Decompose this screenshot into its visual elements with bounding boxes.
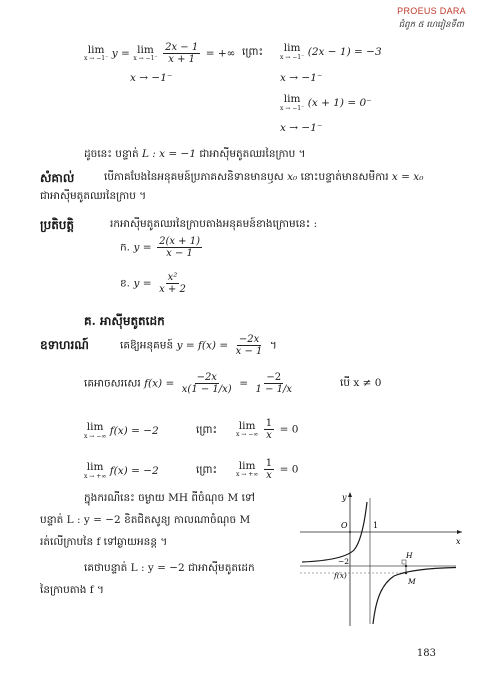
label-minus-two: −2 <box>338 557 350 566</box>
limit-result: = +∞ <box>205 47 236 60</box>
label-y: y <box>342 493 347 502</box>
limit-reciprocal-1: lim x → −∞ $\frac{1}{x}$ = 0 <box>236 418 299 441</box>
example-title: ឧទាហរណ៍ <box>40 338 89 352</box>
page-number: 183 <box>416 648 436 659</box>
point-h <box>405 565 407 567</box>
label-one: 1 <box>373 521 379 530</box>
exercise-a: ក. y = $\frac{2(x + 1)}{x - 1}$ <box>120 236 200 259</box>
limit-3: lim x → −1⁻ (x + 1) = 0⁻ <box>280 93 372 112</box>
origin-point <box>349 531 351 533</box>
label-fx: f(x) <box>334 571 347 580</box>
fraction: $\frac{2x - 1}{x + 1}$ <box>165 42 199 65</box>
exercise-text: រកអាស៊ីមតូតឈរនៃក្រាបតាងអនុគមន៍ខាងក្រោមនេះ : <box>110 218 318 230</box>
because-label-3: ព្រោះ <box>196 464 218 476</box>
label-m: M <box>408 577 416 586</box>
curve-right-branch <box>373 568 456 625</box>
example-function: គេឱ្យអនុគមន៍ y = f(x) = $\frac{-2x}{x - 1}$ ។ <box>120 334 277 357</box>
explain-line-1: ក្នុងករណីនេះ ចម្ងាយ MH ពីចំណុច M ទៅ <box>84 492 255 504</box>
lim-operator: lim x → −1⁻ <box>84 43 109 63</box>
limit-plus-inf: lim x → +∞ f(x) = −2 <box>84 461 159 480</box>
y-equals: y = <box>111 47 130 60</box>
chapter-header: ជំពូក ៥ ហេរៀនទីពា <box>398 20 464 30</box>
label-h: H <box>406 551 413 560</box>
limit-equation-1 <box>84 42 235 65</box>
section-title: គ. អាស៊ីមតូតដេក <box>84 314 165 328</box>
explain-line-3: រត់លើក្រាបនៃ f ទៅឆ្ងាយអនន្ត ។ <box>40 536 168 548</box>
because-label: ព្រោះ <box>242 46 264 58</box>
explain-line-2: បន្ទាត់ L : y = −2 ខិតជិតសូន្យ កាលណាចំណុច M <box>40 514 251 526</box>
label-x: x <box>456 537 461 546</box>
condition: បើ x ≠ 0 <box>340 377 382 389</box>
arrow-line-3: x → −1⁻ <box>280 122 323 134</box>
arrow-line-2: x → −1⁻ <box>280 72 323 84</box>
point-m <box>405 572 407 574</box>
explain-line-4: គេថាបន្ទាត់ L : y = −2 ជាអាស៊ីមតូតដេក <box>84 562 255 574</box>
limit-minus-inf: lim x → −∞ f(x) = −2 <box>84 421 159 440</box>
exercise-title: ប្រតិបត្តិ <box>40 218 75 232</box>
note-title: សំគាល់ <box>40 171 75 185</box>
arrow-line: x → −1⁻ <box>130 72 173 84</box>
explain-line-5: នៃក្រាបតាង f ។ <box>40 584 104 596</box>
conclusion-line: ដូចនេះ បន្ទាត់ L : x = −1 ជាអាស៊ីមតូតឈរនៃក្រាប ។ <box>84 148 306 160</box>
function-graph <box>296 488 466 628</box>
rewrite-line: គេអាចសរសេរ f(x) = $\frac{-2x}{x(1 - 1/x)}$ = $\frac{-2}{1 - 1/x}$ <box>84 372 293 395</box>
exercise-b: ខ. y = $\frac{\text{x²}}{x + 2}$ <box>120 272 186 295</box>
limit-2: lim x → −1⁻ (2x − 1) = −3 <box>280 42 382 61</box>
right-angle-mark <box>402 560 406 564</box>
y-axis-arrow-icon <box>348 492 352 497</box>
because-label-2: ព្រោះ <box>196 424 218 436</box>
brand-label: PROEUS DARA <box>397 6 466 16</box>
label-origin: O <box>341 521 348 530</box>
lim-operator-2: lim x → −1⁻ <box>133 43 158 63</box>
note-line-1: បើភាគបែងនៃអនុគមន៍ប្រភាគសនិទានមានឫស x₀ នោះបន្ទាត់មានសមីការ x = x₀ <box>104 171 424 183</box>
x-axis-arrow-icon <box>457 530 462 534</box>
limit-reciprocal-2: lim x → +∞ $\frac{1}{x}$ = 0 <box>236 458 299 481</box>
note-line-2: ជាអាស៊ីមតូតឈរនៃក្រាប ។ <box>40 190 147 202</box>
